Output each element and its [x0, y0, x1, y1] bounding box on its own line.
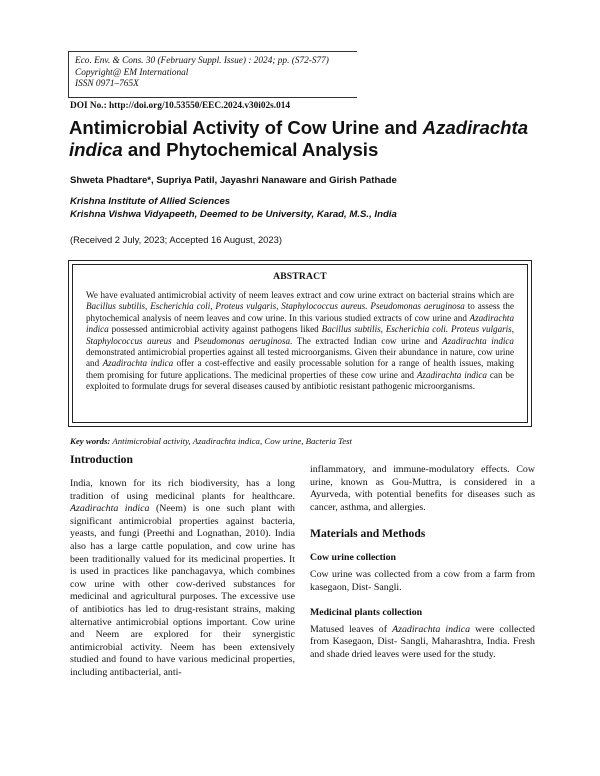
abstract-box: [68, 260, 532, 427]
keywords-text: Antimicrobial activity, Azadirachta indica, Cow urine, Bacteria Test: [110, 436, 352, 446]
abstract-seg-italic: Bacillus subtilis, Escherichia coli, Proteus vulgaris, Staphylococcus aureus. Pseudomonas aeruginosa: [86, 301, 465, 312]
keywords-line: [70, 436, 352, 446]
cow-urine-heading: Cow urine collection: [310, 552, 396, 564]
cow-urine-paragraph: Cow urine was collected from a cow from a farm from kasegaon, Dist- Sangli.: [310, 569, 535, 593]
abstract-seg: can be exploited to formulate drugs for several diseases caused by antibiotic resistant pathogenic microorganisms.: [86, 369, 514, 392]
abstract-seg: offer a cost-effective and easily processable solution for a range of health issues, making them promising for future applications. The medicinal properties of these cow urine and: [86, 358, 515, 380]
affiliation-university: Krishna Vishwa Vidyapeeth, Deemed to be University, Karad, M.S., India: [70, 209, 397, 220]
journal-copyright: Copyright@ EM International: [75, 67, 189, 78]
right-column: [310, 464, 535, 661]
intro-seg: (Neem) is one such plant with significant antimicrobial properties against bacteria, yeasts, and fungi (Preethi and Lognathan, 2010). India also has a large cattle population, and cow urine has been traditionally valued for its medicinal properties. It is used in practices like panchagavya, which combines cow urine with other cow-derived substances for medicinal and agricultural purposes. The excessive use of antibiotics has led to drug-resistant strains, making alternative antimicrobial options important. Cow urine and Neem are explored for their synergistic antimicrobial activity. Neem has been extensively studied and found to have various medicinal properties, including antibacterial, anti-: [70, 503, 295, 678]
abstract-inner-frame: [72, 264, 528, 423]
abstract-seg-italic: Azadirachta indica: [442, 335, 514, 346]
title-part2: and Phytochemical Analysis: [122, 139, 379, 160]
left-column: [70, 453, 295, 680]
plant-collection-heading: Medicinal plants collection: [310, 606, 423, 618]
intro-continued-paragraph: inflammatory, and immune-modulatory effects. Cow urine, known as Gou-Muttra, is considered in a Ayurveda, with potential benefits for diseases such as cancer, asthma, and allergies.: [310, 464, 535, 513]
abstract-text: [86, 290, 514, 393]
abstract-seg-italic: Azadirachta indica: [86, 312, 514, 335]
intro-seg-italic: Azadirachta indica: [70, 503, 150, 515]
journal-citation: Eco. Env. & Cons. 30 (February Suppl. Issue) : 2024; pp. (S72-S77): [75, 56, 329, 66]
keywords-label: Key words:: [70, 436, 111, 446]
abstract-seg: We have evaluated antimicrobial activity of neem leaves extract and cow urine extract on bacterial strains which are: [86, 290, 514, 300]
intro-seg: India, known for its rich biodiversity, has a long tradition of using medicinal plants for healthcare.: [70, 478, 295, 502]
methods-heading: Materials and Methods: [310, 527, 426, 541]
introduction-paragraph: [70, 478, 295, 680]
plant-seg-italic: Azadirachta indica: [392, 623, 471, 635]
abstract-seg: demonstrated antimicrobial properties against all tested microorganisms. Given their abundance in nature, cow urine and: [86, 347, 514, 369]
abstract-seg: . The extracted Indian cow urine and: [290, 335, 443, 346]
journal-issn: ISSN 0971–765X: [75, 79, 139, 90]
paper-title: [69, 117, 539, 161]
abstract-heading: ABSTRACT: [273, 271, 327, 282]
plant-seg: were collected from Kasegaon, Dist- Sangli, Maharashtra, India. Fresh and shade dried leaves were used for the study.: [310, 623, 535, 660]
abstract-seg: and: [171, 335, 194, 346]
abstract-seg-italic: Azadirachta indica: [416, 369, 487, 380]
introduction-heading: Introduction: [70, 453, 133, 466]
title-italic: Azadirachta indica: [69, 117, 529, 160]
plant-seg: Matused leaves of: [310, 623, 393, 635]
abstract-seg-italic: Azadirachta indica: [102, 358, 174, 369]
abstract-seg: to assess the phytochemical analysis of neem leaves and cow urine. In this various studied extracts of cow urine and: [86, 301, 514, 323]
abstract-seg-italic: Bacillus subtilis, Escherichia coli. Proteus vulgaris, Staphylococcus aureus: [86, 324, 514, 346]
plant-collection-paragraph: [310, 624, 535, 662]
journal-info-box: [68, 51, 357, 98]
affiliation-institute: Krishna Institute of Allied Sciences: [70, 196, 231, 207]
title-part1: Antimicrobial Activity of Cow Urine and: [69, 117, 423, 138]
abstract-seg-italic: Pseudomonas aeruginosa: [193, 335, 291, 346]
doi-line[interactable]: DOI No.: http://doi.org/10.53550/EEC.2024.v30i02s.014: [70, 101, 291, 111]
author-list: Shweta Phadtare*, Supriya Patil, Jayashri Nanaware and Girish Pathade: [70, 175, 397, 186]
abstract-seg: possessed antimicrobial activity against pathogens liked: [108, 324, 322, 335]
received-dates: (Received 2 July, 2023; Accepted 16 August, 2023): [70, 234, 282, 245]
